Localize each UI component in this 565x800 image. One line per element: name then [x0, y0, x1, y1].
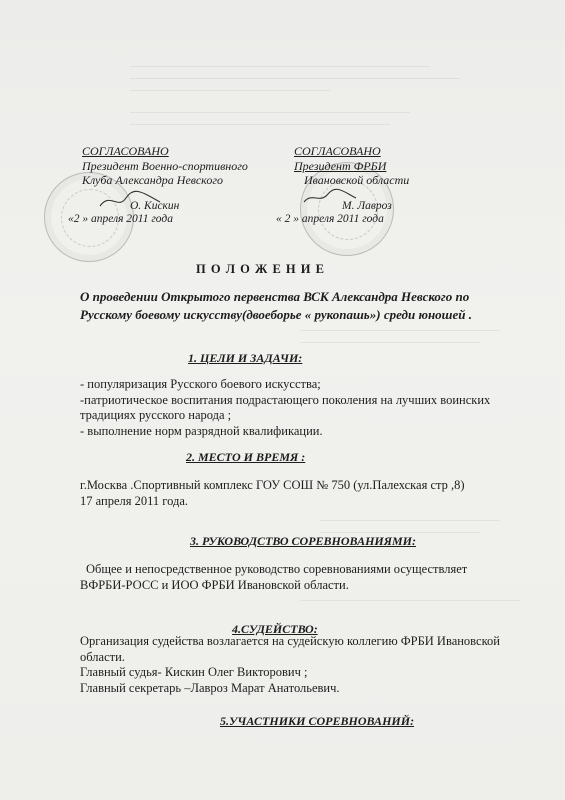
goals-item-3: - выполнение норм разрядной квалификации. — [80, 423, 323, 438]
section-management-body: Общее и непосредственное руководство соревнованиями осуществляет ВФРБИ-РОСС и ИОО ФРБИ Ивановской области. — [80, 562, 468, 592]
approval-right-signatory: М. Лавроз — [342, 200, 392, 212]
section-goals-body — [80, 377, 520, 440]
bleed-through-line — [300, 330, 500, 331]
approval-right — [294, 145, 464, 187]
section-heading-participants: 5.УЧАСТНИКИ СОРЕВНОВАНИЙ: — [220, 714, 415, 728]
approval-left-line1: Президент Военно-спортивного — [82, 159, 248, 174]
document-subtitle: О проведении Открытого первенства ВСК Александра Невского по Русскому боевому искусству(двоеборье « рукопашь») среди юношей . — [80, 289, 473, 322]
section-place-time-body — [80, 478, 530, 509]
section-judging-body — [80, 634, 500, 697]
judging-line-2: Главный судья- Кискин Олег Викторович ; — [80, 665, 308, 680]
approval-right-date: « 2 » апреля 2011 года — [276, 213, 384, 225]
section-heading-management: 3. РУКОВОДСТВО СОРЕВНОВАНИЯМИ: — [190, 534, 417, 548]
bleed-through-line — [130, 66, 430, 67]
approval-right-title: СОГЛАСОВАНО — [294, 144, 381, 158]
approval-left-line2: Клуба Александра Невского — [82, 172, 223, 187]
approval-left-date: «2 » апреля 2011 года — [68, 213, 173, 225]
document-title: П О Л О Ж Е Н И Е — [196, 262, 325, 276]
section-heading-goals: 1. ЦЕЛИ И ЗАДАЧИ: — [188, 351, 303, 365]
approval-right-line2: Ивановской области — [304, 172, 410, 187]
section-heading-judging: 4.СУДЕЙСТВО: — [232, 622, 318, 636]
approval-right-line1: Президент ФРБИ — [294, 159, 387, 174]
bleed-through-line — [300, 600, 520, 601]
approval-left-signatory: О. Кискин — [130, 200, 180, 212]
bleed-through-line — [320, 532, 480, 533]
judging-line-1: Организация судейства возлагается на судейскую коллегию ФРБИ Ивановской области. — [80, 634, 500, 664]
bleed-through-line — [320, 520, 500, 521]
bleed-through-line — [130, 112, 410, 113]
bleed-through-line — [130, 90, 330, 91]
bleed-through-line — [130, 124, 390, 125]
section-heading-place-time: 2. МЕСТО И ВРЕМЯ : — [186, 450, 306, 464]
goals-item-1: - популяризация Русского боевого искусства; — [80, 377, 321, 391]
date-line: 17 апреля 2011 года. — [80, 493, 189, 508]
judging-line-3: Главный секретарь –Лавроз Марат Анатольевич. — [80, 680, 340, 695]
approval-left — [82, 145, 272, 187]
bleed-through-line — [130, 78, 460, 79]
bleed-through-line — [300, 342, 480, 343]
goals-item-2: -патриотическое воспитания подрастающего поколения на лучших воинских традициях русского народа ; — [80, 392, 491, 423]
place-line: г.Москва .Спортивный комплекс ГОУ СОШ № 750 (ул.Палехская стр ,8) — [80, 478, 465, 492]
approval-left-title: СОГЛАСОВАНО — [82, 144, 169, 158]
